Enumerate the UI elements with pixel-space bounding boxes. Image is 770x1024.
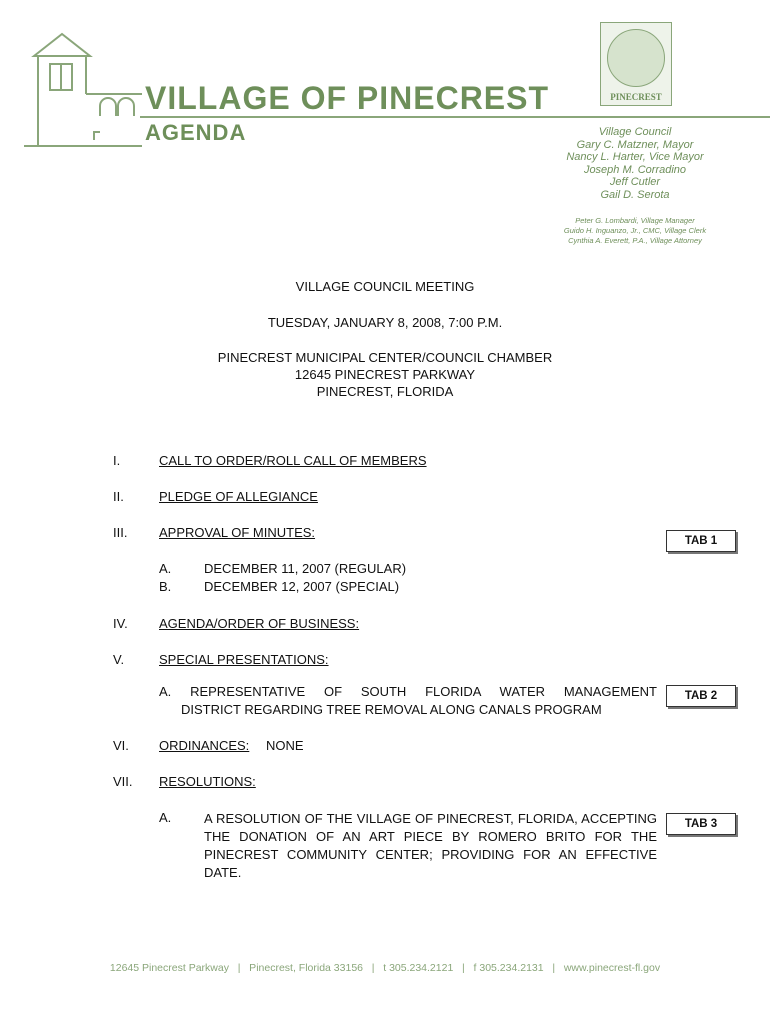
- sub-item-text: DECEMBER 11, 2007 (REGULAR): [204, 561, 407, 576]
- item-heading: APPROVAL OF MINUTES:: [159, 525, 316, 540]
- item-heading: CALL TO ORDER/ROLL CALL OF MEMBERS: [159, 453, 427, 468]
- item-heading: ORDINANCES:: [159, 738, 250, 753]
- item-value: NONE: [266, 738, 304, 753]
- council-list: [540, 126, 730, 201]
- council-member: Jeff Cutler: [609, 176, 661, 188]
- seal-text: PINECREST: [610, 92, 662, 102]
- item-number: II.: [113, 489, 124, 504]
- staff-member: Peter G. Lombardi, Village Manager: [575, 216, 695, 225]
- meeting-location-line3: PINECREST, FLORIDA: [316, 384, 454, 399]
- village-seal: [600, 22, 672, 106]
- meeting-datetime: TUESDAY, JANUARY 8, 2008, 7:00 P.M.: [267, 315, 503, 330]
- village-logo-icon: [22, 28, 142, 148]
- item-heading: SPECIAL PRESENTATIONS:: [159, 652, 329, 667]
- sub-item-text: A RESOLUTION OF THE VILLAGE OF PINECREST, FLORIDA, ACCEPTING THE DONATION OF AN ART PIECE BY ROMERO BRITO FOR THE PINECREST COMMUNITY CENTER; PROVIDING FOR AN EFFECTIVE DATE.: [204, 811, 657, 880]
- item-number: VI.: [113, 738, 129, 753]
- staff-member: Cynthia A. Everett, P.A., Village Attorney: [568, 236, 702, 245]
- item-heading: AGENDA/ORDER OF BUSINESS:: [159, 616, 360, 631]
- item-number: I.: [113, 453, 121, 468]
- meeting-location-line1: PINECREST MUNICIPAL CENTER/COUNCIL CHAMBER: [217, 350, 553, 365]
- council-heading: Village Council: [598, 126, 672, 138]
- item-heading: RESOLUTIONS:: [159, 774, 256, 789]
- sub-item-text: DISTRICT REGARDING TREE REMOVAL ALONG CANALS PROGRAM: [181, 702, 602, 717]
- tab-1-badge: TAB 1: [666, 530, 736, 552]
- sub-item-text: A. REPRESENTATIVE OF SOUTH FLORIDA WATER MANAGEMENT: [159, 684, 657, 699]
- item-number: IV.: [113, 616, 128, 631]
- tab-2-badge: TAB 2: [666, 685, 736, 707]
- council-member: Nancy L. Harter, Vice Mayor: [566, 151, 704, 163]
- meeting-location-line2: 12645 PINECREST PARKWAY: [294, 367, 476, 382]
- meeting-title: VILLAGE COUNCIL MEETING: [295, 279, 475, 294]
- staff-member: Guido H. Inguanzo, Jr., CMC, Village Clerk: [563, 226, 707, 235]
- staff-list: [540, 216, 730, 246]
- sub-item-letter: A.: [159, 810, 172, 825]
- seal-emblem-icon: [607, 29, 665, 87]
- council-member: Gail D. Serota: [600, 188, 670, 201]
- org-title: VILLAGE OF PINECREST: [145, 80, 550, 116]
- sub-item-text: DECEMBER 12, 2007 (SPECIAL): [204, 579, 400, 594]
- footer-contact: 12645 Pinecrest Parkway | Pinecrest, Florida 33156 | t 305.234.2121 | f 305.234.2131 | www.pinecrest-fl.gov: [109, 962, 661, 974]
- sub-item-letter: A.: [159, 561, 172, 576]
- council-member: Joseph M. Corradino: [583, 163, 687, 176]
- item-heading: PLEDGE OF ALLEGIANCE: [159, 489, 318, 504]
- council-member: Gary C. Matzner, Mayor: [576, 138, 694, 151]
- item-number: III.: [113, 525, 128, 540]
- item-number: V.: [113, 652, 125, 667]
- document-type: AGENDA: [145, 120, 247, 145]
- tab-3-badge: TAB 3: [666, 813, 736, 835]
- sub-item-letter: B.: [159, 579, 172, 594]
- item-number: VII.: [113, 774, 133, 789]
